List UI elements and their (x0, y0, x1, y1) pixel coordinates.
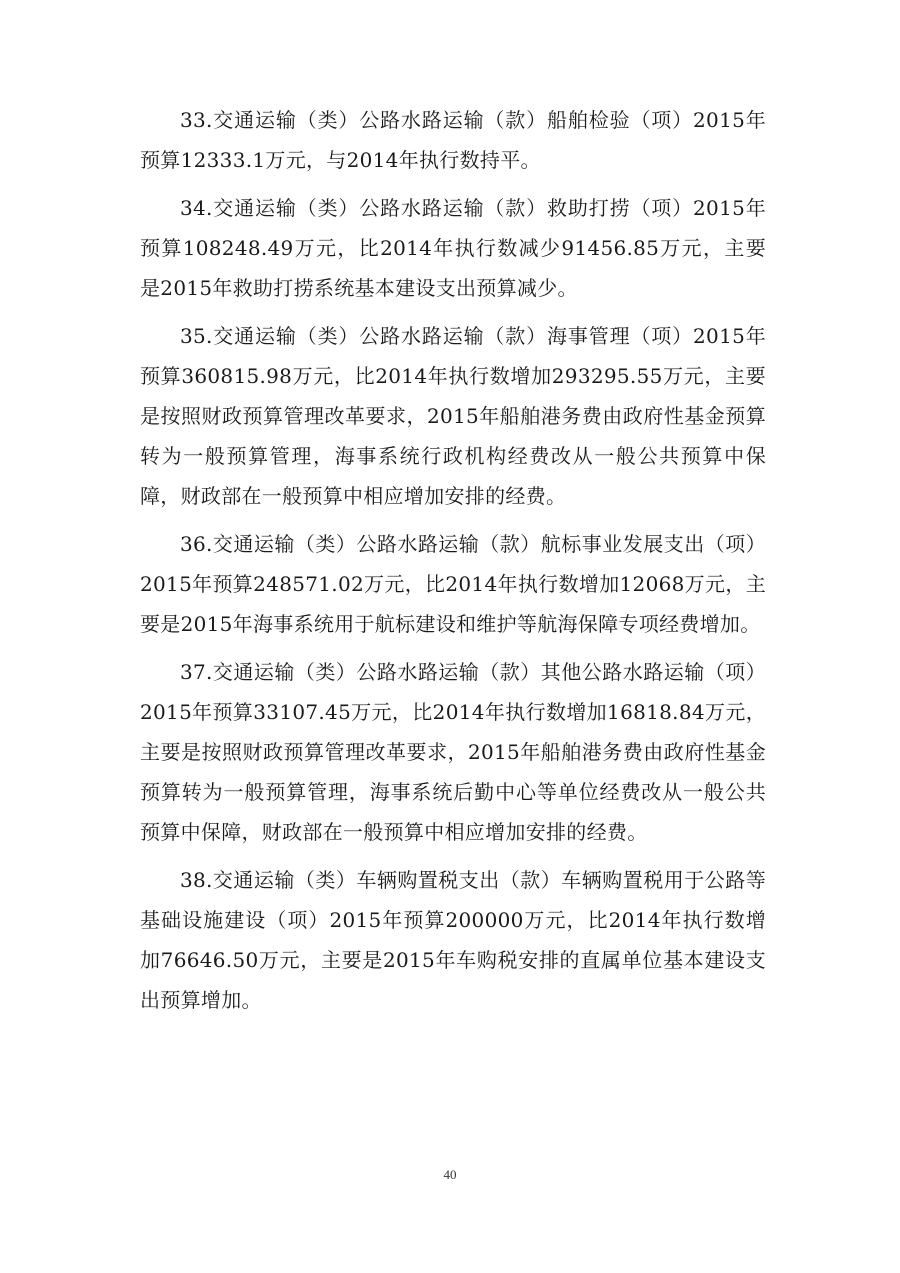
document-body (140, 100, 766, 1020)
paragraph-35: 35.交通运输（类）公路水路运输（款）海事管理（项）2015年预算360815.98万元，比2014年执行数增加293295.55万元，主要是按照财政预算管理改革要求，2015年船舶港务费由政府性基金预算转为一般预算管理，海事系统行政机构经费改从一般公共预算中保障，财政部在一般预算中相应增加安排的经费。 (140, 324, 766, 508)
paragraph-33: 33.交通运输（类）公路水路运输（款）船舶检验（项）2015年预算12333.1万元，与2014年执行数持平。 (140, 108, 766, 172)
paragraph-37: 37.交通运输（类）公路水路运输（款）其他公路水路运输（项）2015年预算33107.45万元，比2014年执行数增加16818.84万元，主要是按照财政预算管理改革要求，2015年船舶港务费由政府性基金预算转为一般预算管理，海事系统后勤中心等单位经费改从一般公共预算中保障，财政部在一般预算中相应增加安排的经费。 (140, 660, 766, 844)
paragraph-36: 36.交通运输（类）公路水路运输（款）航标事业发展支出（项）2015年预算248571.02万元，比2014年执行数增加12068万元，主要是2015年海事系统用于航标建设和维护等航海保障专项经费增加。 (140, 532, 766, 636)
page-number: 40 (443, 1167, 457, 1182)
paragraph-38: 38.交通运输（类）车辆购置税支出（款）车辆购置税用于公路等基础设施建设（项）2015年预算200000万元，比2014年执行数增加76646.50万元，主要是2015年车购税安排的直属单位基本建设支出预算增加。 (140, 868, 766, 1012)
paragraph-34: 34.交通运输（类）公路水路运输（款）救助打捞（项）2015年预算108248.49万元，比2014年执行数减少91456.85万元，主要是2015年救助打捞系统基本建设支出预算减少。 (140, 196, 766, 300)
